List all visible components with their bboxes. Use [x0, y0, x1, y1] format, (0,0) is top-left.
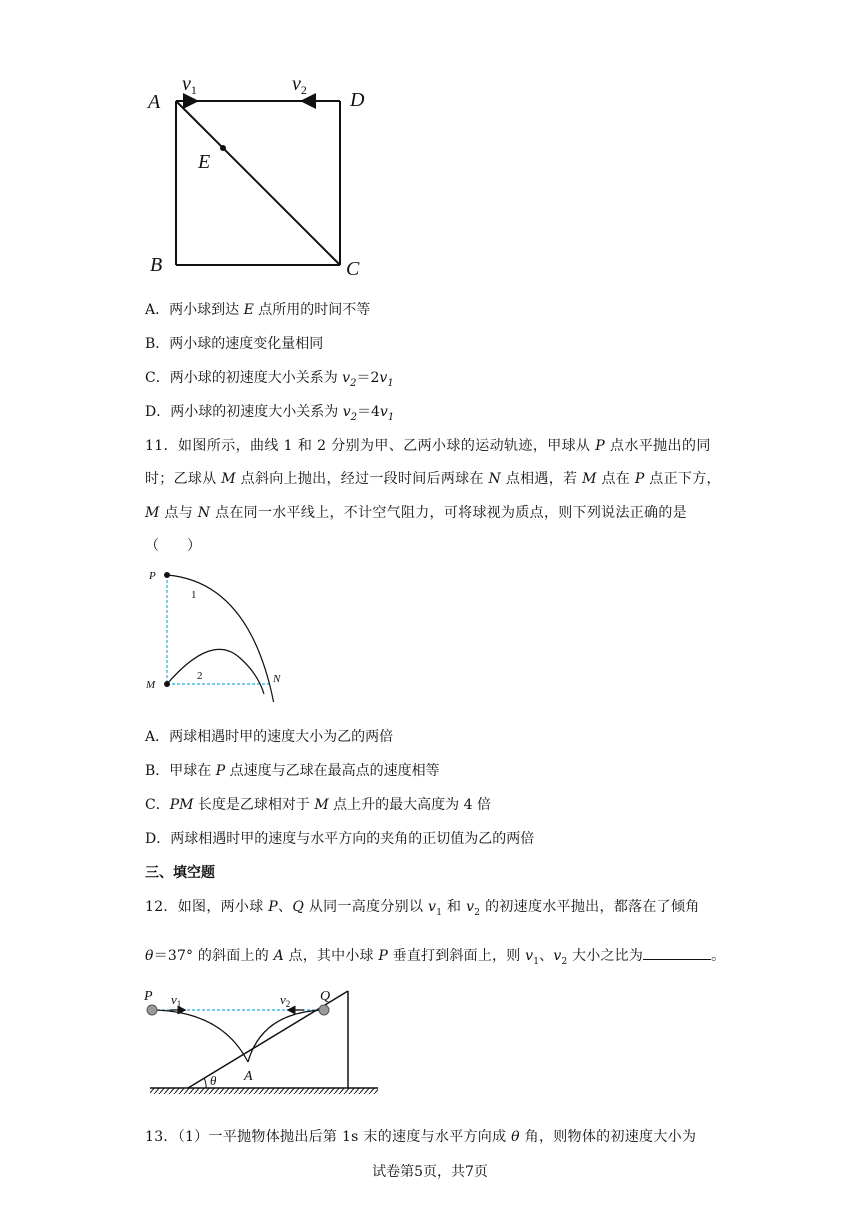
- q11-option-c: C．PM 长度是乙球相对于 M 点上升的最大高度为 4 倍: [145, 797, 491, 813]
- diagonal-ac: [176, 101, 340, 265]
- q12-line-2: θ＝37° 的斜面上的 A 点，其中小球 P 垂直打到斜面上，则 $v_1$、$v_2$ 大小之比为 。: [145, 948, 726, 967]
- label-curve-2: 2: [197, 670, 203, 682]
- label-m: M: [146, 679, 156, 691]
- q10-option-a: A．两小球到达 E 点所用的时间不等: [145, 302, 371, 318]
- label-q: Q: [320, 989, 331, 1004]
- q11-answer-paren: （ ）: [145, 538, 201, 554]
- label-c: C: [346, 258, 360, 280]
- label-p: P: [149, 570, 156, 582]
- trajectory-p: [152, 1010, 248, 1062]
- q11-option-a: A．两球相遇时甲的速度大小为乙的两倍: [145, 729, 394, 745]
- point-m: [164, 681, 170, 687]
- angle-arc: [204, 1078, 206, 1088]
- ground-hatch: [150, 1088, 378, 1094]
- label-p: P: [144, 989, 153, 1004]
- label-b: B: [150, 254, 163, 276]
- trajectory-q: [248, 1010, 324, 1062]
- ball-q: [319, 1005, 329, 1015]
- figure-trajectories: [140, 562, 300, 702]
- q11-line-3: M 点与 N 点在同一水平线上，不计空气阻力，可将球视为质点，则下列说法正确的是: [145, 505, 687, 521]
- curve-2: [167, 649, 264, 694]
- q13-line-1: 13．（1）一平抛物体抛出后第 1s 末的速度与水平方向成 θ 角，则物体的初速度大小为: [145, 1129, 697, 1145]
- curve-1: [167, 575, 274, 702]
- q10-option-b: B．两小球的速度变化量相同: [145, 336, 324, 352]
- figure-incline: [140, 985, 390, 1103]
- q11-line-2: 时；乙球从 M 点斜向上抛出，经过一段时间后两球在 N 点相遇，若 M 点在 P 点正下方，: [145, 471, 721, 487]
- q12-line-1: 12．如图，两小球 P、Q 从同一高度分别以 $v_1$ 和 $v_2$ 的初速度水平抛出，都落在了倾角: [145, 899, 700, 918]
- q11-option-d: D．两球相遇时甲的速度与水平方向的夹角的正切值为乙的两倍: [145, 831, 535, 847]
- label-a: A: [244, 1069, 253, 1084]
- figure-square-abcd: [140, 68, 380, 282]
- label-v2: $v_2$: [292, 73, 307, 97]
- label-a: A: [148, 91, 161, 113]
- page-footer: 试卷第5页，共7页: [372, 1164, 488, 1180]
- q10-option-d: D．两小球的初速度大小关系为 $v_2=4v_1$: [145, 404, 395, 423]
- q11-option-b: B．甲球在 P 点速度与乙球在最高点的速度相等: [145, 763, 440, 779]
- label-v1: $v_1$: [182, 73, 197, 97]
- section-title-fill-in: 三、填空题: [145, 865, 215, 881]
- label-v2: $v_2$: [280, 992, 291, 1009]
- q11-line-1: 11．如图所示，曲线 1 和 2 分别为甲、乙两小球的运动轨迹，甲球从 P 点水平抛出的同: [145, 438, 711, 454]
- label-v1: $v_1$: [171, 992, 182, 1009]
- answer-blank[interactable]: [643, 947, 711, 960]
- q10-option-c: C．两小球的初速度大小关系为 $v_2=2v_1$: [145, 370, 394, 389]
- label-d: D: [350, 89, 365, 111]
- point-p: [164, 572, 170, 578]
- label-curve-1: 1: [191, 589, 197, 601]
- label-theta: θ: [210, 1073, 217, 1088]
- point-e: [220, 145, 226, 151]
- label-e: E: [198, 151, 211, 173]
- ball-p: [147, 1005, 157, 1015]
- label-n: N: [273, 673, 281, 685]
